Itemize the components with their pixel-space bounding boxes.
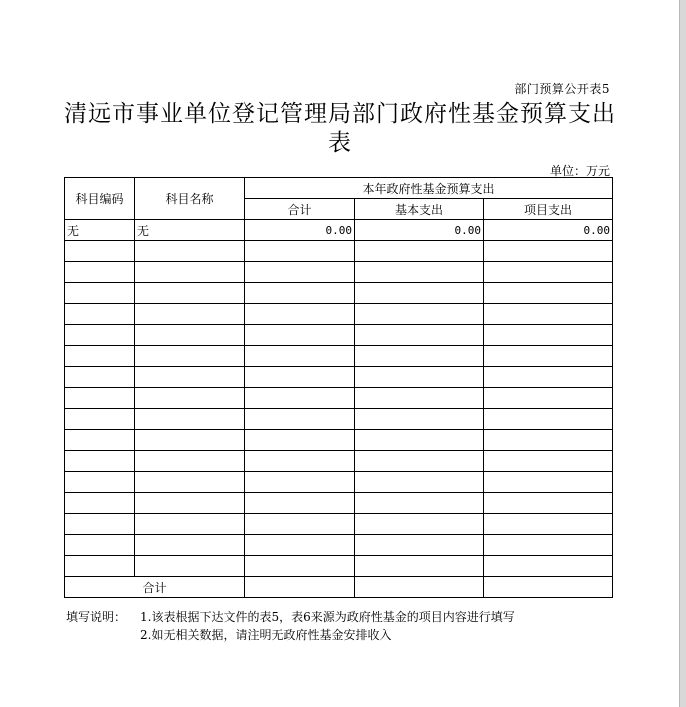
table-cell	[245, 493, 355, 514]
table-cell	[135, 493, 245, 514]
table-cell	[65, 409, 135, 430]
table-cell	[65, 325, 135, 346]
budget-table	[64, 177, 613, 598]
table-cell	[484, 241, 613, 262]
table-cell	[135, 472, 245, 493]
table-cell	[245, 388, 355, 409]
table-cell	[135, 304, 245, 325]
table-cell	[65, 262, 135, 283]
table-cell	[484, 283, 613, 304]
table-cell	[135, 283, 245, 304]
table-cell	[355, 514, 484, 535]
table-cell	[484, 493, 613, 514]
table-cell	[484, 556, 613, 577]
table-cell	[65, 556, 135, 577]
cell-name: 无	[135, 220, 245, 241]
table-cell	[245, 535, 355, 556]
form-code: 部门预算公开表5	[514, 82, 610, 96]
table-cell	[65, 283, 135, 304]
table-cell	[355, 262, 484, 283]
table-cell	[355, 472, 484, 493]
table-row	[65, 451, 613, 472]
table-cell	[484, 367, 613, 388]
table-row	[65, 493, 613, 514]
page-edge	[679, 0, 686, 707]
header-project-expenditure: 项目支出	[484, 199, 613, 220]
table-cell	[135, 556, 245, 577]
table-cell	[65, 514, 135, 535]
table-cell	[245, 304, 355, 325]
table-cell	[484, 430, 613, 451]
table-cell	[135, 367, 245, 388]
table-cell	[355, 388, 484, 409]
table-cell	[245, 283, 355, 304]
table-cell	[65, 346, 135, 367]
table-cell	[65, 472, 135, 493]
table-cell	[245, 472, 355, 493]
table-cell	[65, 367, 135, 388]
header-group-fund-expenditure: 本年政府性基金预算支出	[245, 178, 613, 199]
table-cell	[135, 325, 245, 346]
table-cell	[245, 346, 355, 367]
table-cell	[135, 409, 245, 430]
table-cell	[65, 241, 135, 262]
table-row	[65, 430, 613, 451]
footer-cell-total	[245, 577, 355, 598]
cell-code: 无	[65, 220, 135, 241]
table-cell	[65, 430, 135, 451]
table-row	[65, 514, 613, 535]
table-cell	[355, 241, 484, 262]
table-cell	[65, 535, 135, 556]
table-cell	[135, 262, 245, 283]
table-cell	[65, 304, 135, 325]
table-cell	[484, 472, 613, 493]
table-cell	[135, 346, 245, 367]
table-cell	[355, 556, 484, 577]
table-cell	[484, 388, 613, 409]
cell-project: 0.00	[484, 220, 613, 241]
table-cell	[135, 388, 245, 409]
table-cell	[245, 409, 355, 430]
table-cell	[484, 304, 613, 325]
table-cell	[65, 451, 135, 472]
footer-total-label: 合计	[65, 577, 245, 598]
table-cell	[245, 262, 355, 283]
table-cell	[355, 451, 484, 472]
table-cell	[484, 514, 613, 535]
cell-basic: 0.00	[355, 220, 484, 241]
table-cell	[135, 535, 245, 556]
footer-cell-basic	[355, 577, 484, 598]
unit-label: 单位：万元	[549, 164, 610, 178]
table-cell	[484, 262, 613, 283]
table-cell	[355, 493, 484, 514]
table-row	[65, 409, 613, 430]
table-cell	[245, 514, 355, 535]
table-cell	[355, 346, 484, 367]
table-row	[65, 388, 613, 409]
notes-line-1: 1.该表根据下达文件的表5，表6来源为政府性基金的项目内容进行填写	[140, 610, 515, 624]
table-cell	[484, 346, 613, 367]
table-footer-row	[65, 577, 613, 598]
notes-label: 填写说明：	[66, 610, 127, 624]
table-row	[65, 367, 613, 388]
table-cell	[484, 409, 613, 430]
table-cell	[484, 451, 613, 472]
table-cell	[245, 430, 355, 451]
table-cell	[135, 241, 245, 262]
table-cell	[135, 430, 245, 451]
table-row	[65, 241, 613, 262]
footer-cell-project	[484, 577, 613, 598]
cell-total: 0.00	[245, 220, 355, 241]
table-cell	[484, 535, 613, 556]
page-title: 清远市事业单位登记管理局部门政府性基金预算支出表	[64, 101, 616, 156]
header-basic-expenditure: 基本支出	[355, 199, 484, 220]
table-row	[65, 325, 613, 346]
table-cell	[355, 367, 484, 388]
table-cell	[135, 451, 245, 472]
table-header-row	[65, 178, 613, 199]
table-cell	[245, 241, 355, 262]
table-cell	[355, 535, 484, 556]
table-row	[65, 262, 613, 283]
table-row	[65, 220, 613, 241]
table-cell	[355, 409, 484, 430]
table-row	[65, 556, 613, 577]
table-cell	[245, 556, 355, 577]
table-row	[65, 283, 613, 304]
table-cell	[355, 325, 484, 346]
table-row	[65, 304, 613, 325]
table-cell	[245, 451, 355, 472]
header-subject-code: 科目编码	[65, 178, 135, 220]
table-row	[65, 472, 613, 493]
notes	[66, 608, 515, 644]
header-total: 合计	[245, 199, 355, 220]
header-subject-name: 科目名称	[135, 178, 245, 220]
table-cell	[245, 367, 355, 388]
table-cell	[484, 325, 613, 346]
table-cell	[135, 514, 245, 535]
table-row	[65, 535, 613, 556]
table-cell	[355, 430, 484, 451]
table-cell	[245, 325, 355, 346]
table-cell	[65, 493, 135, 514]
table-row	[65, 346, 613, 367]
table-cell	[65, 388, 135, 409]
notes-line-2: 2.如无相关数据，请注明无政府性基金安排收入	[140, 628, 392, 642]
table-cell	[355, 304, 484, 325]
table-cell	[355, 283, 484, 304]
